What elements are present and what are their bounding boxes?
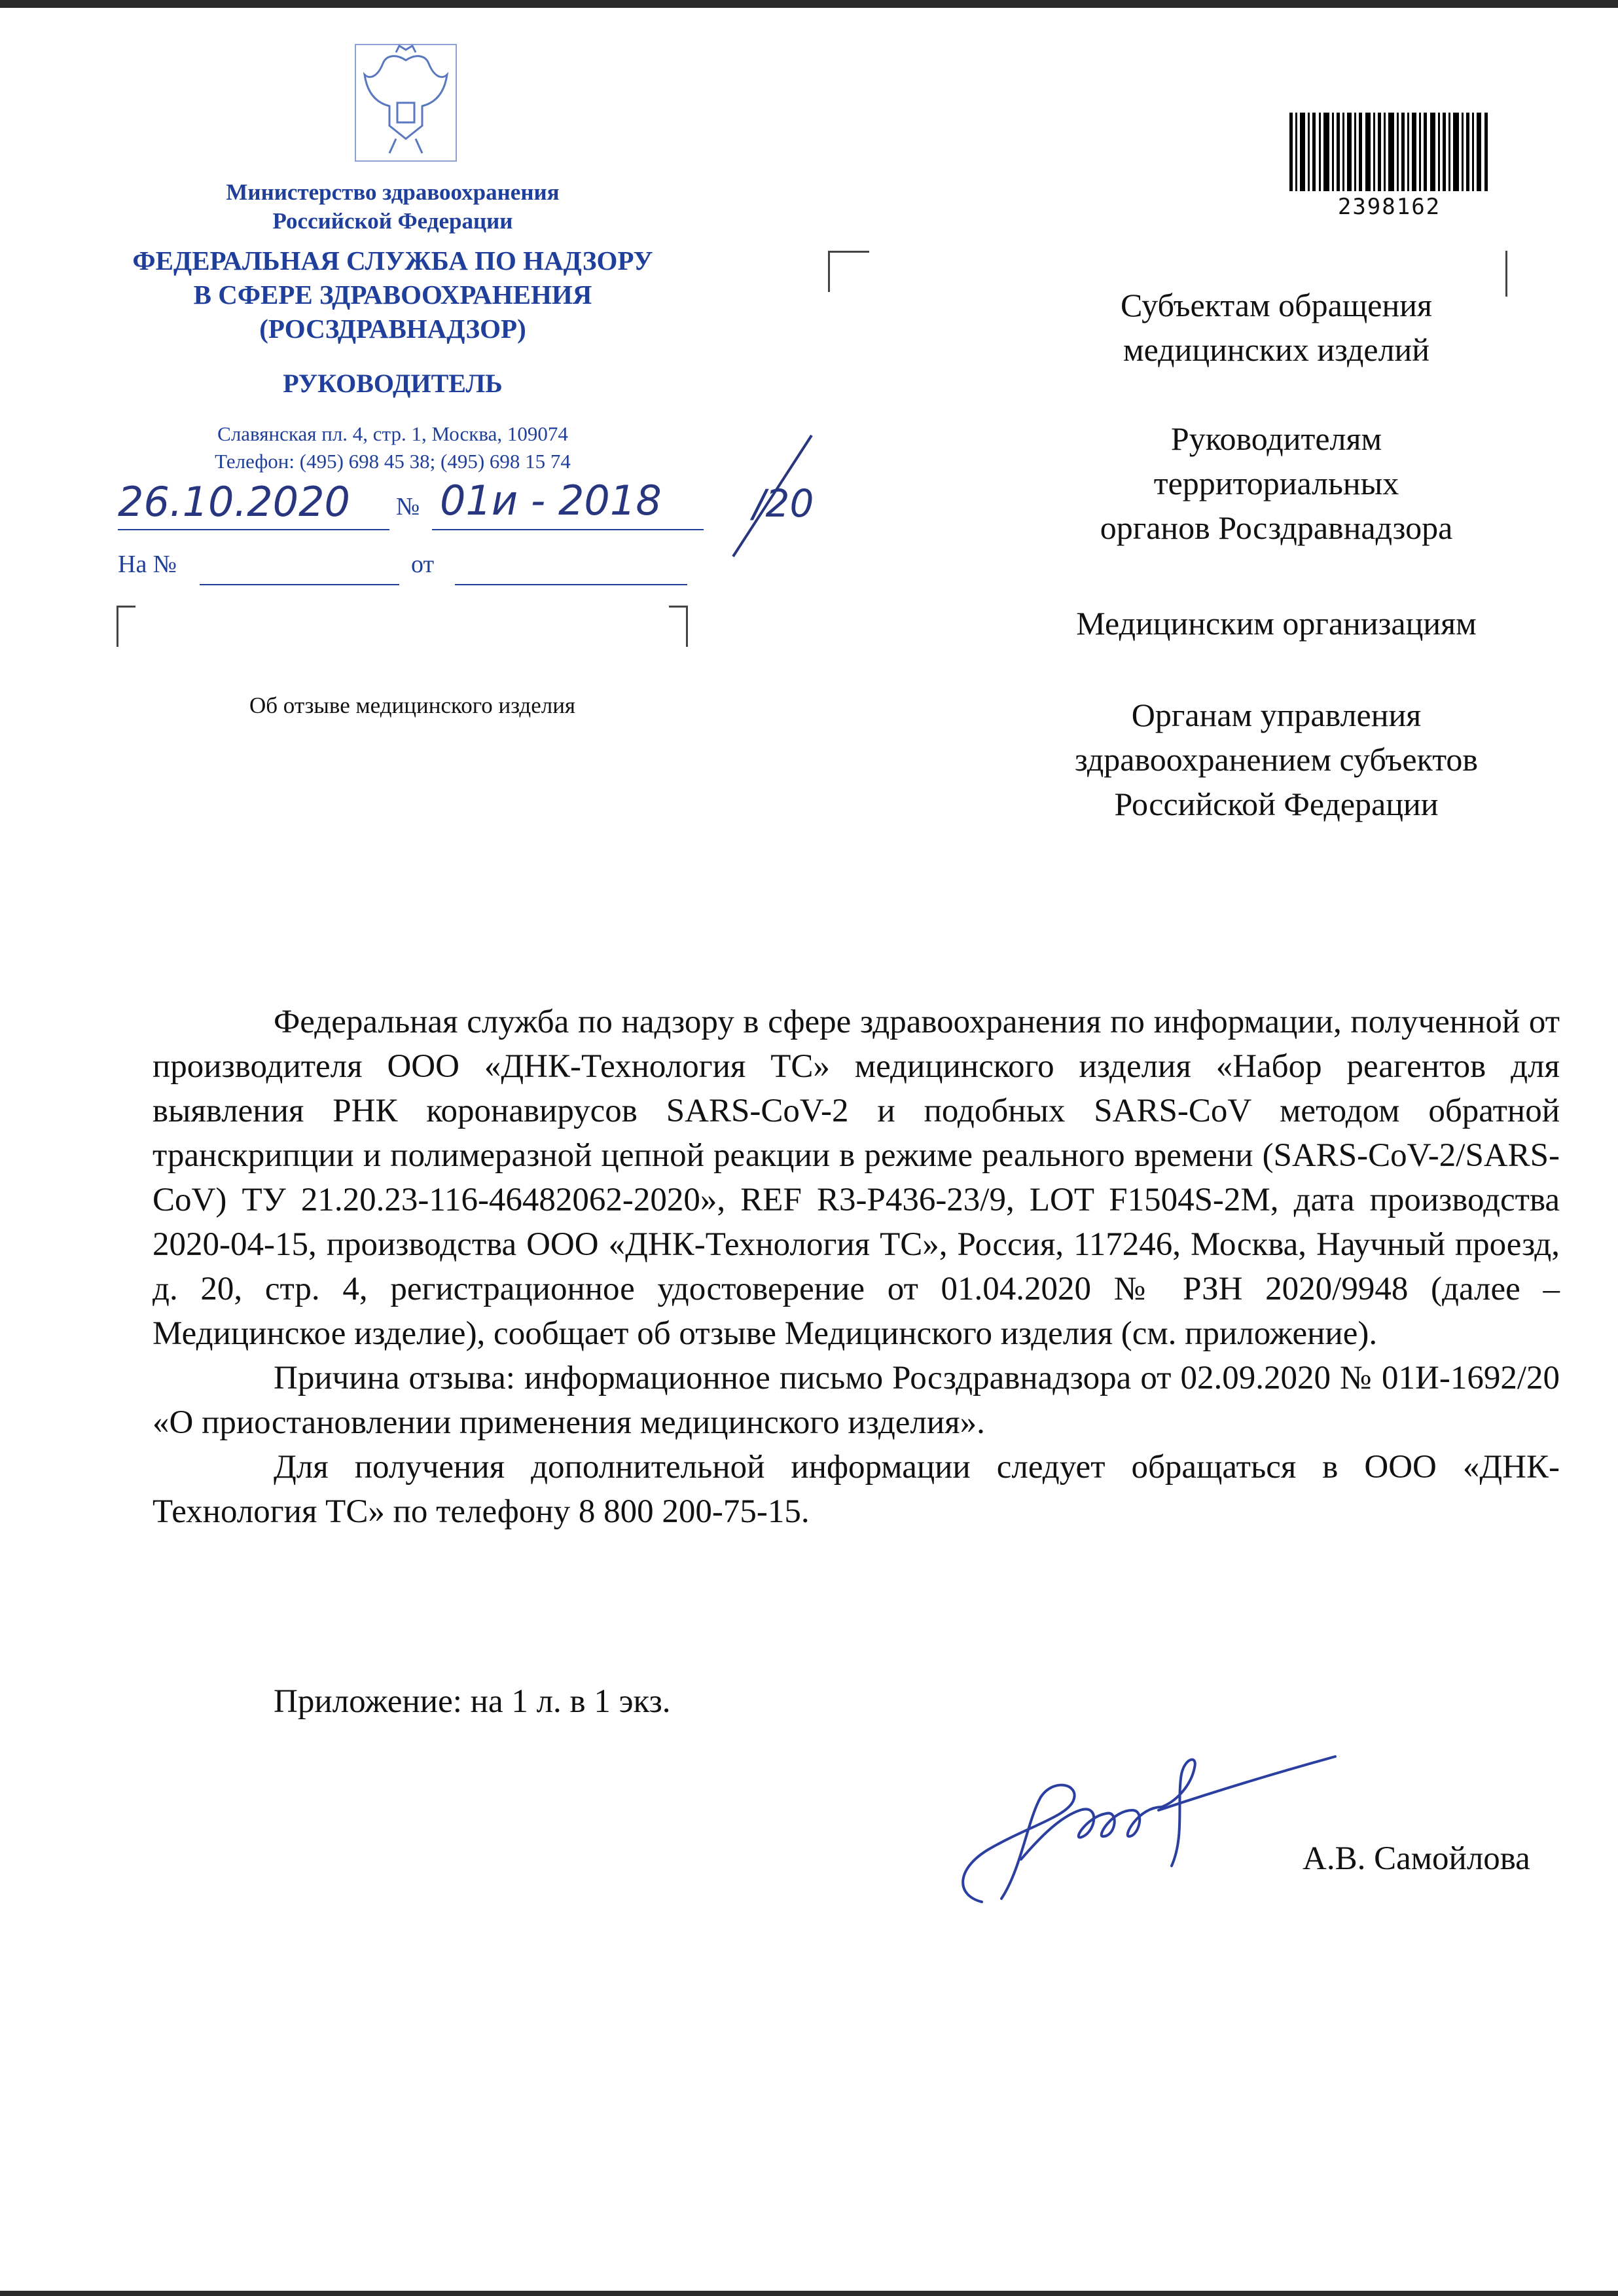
addressee-line: Субъектам обращения [1121,287,1432,323]
handwritten-signature [943,1738,1348,1922]
body-paragraph-1: Федеральная служба по надзору в сфере здравоохранения по информации, полученной от производителя ООО «ДНК-Технология ТС» медицинского изделия «Набор реагентов для выявления РНК коронавирусов SARS-CoV-2 и подобных SARS-CoV методом обратной транскрипции и полимеразной цепной реакции в режиме реального времени (SARS-CoV-2/SARS-CoV) ТУ 21.20.23-116-46482062-2020», REF R3-P436-23/9, LOT F1504S-2M, дата производства 2020-04-15, производства ООО «ДНК-Технология ТС», Россия, 117246, Москва, Научный проезд, д. 20, стр. 4, регистрационное удостоверение от 01.04.2020 № РЗН 2020/9948 (далее – Медицинское изделие), сообщает об отзыве Медицинского изделия (см. приложение). [153,1004,1560,1352]
service-line-1: ФЕДЕРАЛЬНАЯ СЛУЖБА ПО НАДЗОРУ [132,246,653,276]
bracket-right [669,606,688,647]
addressee-line: территориальных [1153,465,1399,501]
phone-line: Телефон: (495) 698 45 38; (495) 698 15 74 [215,450,571,473]
outgoing-number-suffix: /20 [753,481,814,526]
from-label: от [411,551,435,578]
letter-subject: Об отзыве медицинского изделия [249,693,576,718]
addressee-line: Медицинским организациям [1076,605,1477,642]
barcode-number: 2398162 [1337,194,1441,220]
addressee-line: здравоохранением субъектов [1074,741,1479,778]
addressee-line: медицинских изделий [1123,331,1430,368]
ministry-name [98,178,687,236]
ministry-line-2: Российской Федерации [272,208,513,234]
addressee-line: Органам управления [1131,697,1422,733]
addressee-4 [916,693,1618,826]
ministry-line-1: Министерство здравоохранения [226,179,560,205]
coat-of-arms-emblem [350,41,461,165]
in-reply-date-line [455,584,687,585]
date-underline [118,529,389,530]
address-line: Славянская пл. 4, стр. 1, Москва, 109074 [217,422,568,445]
addressee-1 [916,283,1618,372]
number-sign: № [396,493,420,520]
sender-address [98,420,687,475]
bracket-left [117,606,135,647]
outgoing-number: 01и - 2018 [440,477,662,524]
scan-edge-bottom [0,2291,1618,2296]
head-title: РУКОВОДИТЕЛЬ [283,369,503,398]
number-underline [432,529,704,530]
body-paragraph-2: Причина отзыва: информационное письмо Росздравнадзора от 02.09.2020 № 01И-1692/20 «О приостановлении применения медицинского изделия». [153,1360,1560,1441]
addressee-2 [916,416,1618,550]
in-reply-number-line [200,584,399,585]
attachment-note: Приложение: на 1 л. в 1 экз. [274,1683,671,1720]
addressee-3 [916,601,1618,646]
barcode [1289,113,1489,191]
addressee-line: органов Росздравнадзора [1100,509,1453,546]
signer-name: А.В. Самойлова [1303,1840,1530,1877]
body-paragraph-3: Для получения дополнительной информации следует обращаться в ООО «ДНК-Технология ТС» по телефону 8 800 200-75-15. [153,1449,1560,1530]
bracket-addressee-left [828,251,869,292]
scan-edge-top [0,0,1618,8]
outgoing-date: 26.10.2020 [118,478,350,526]
in-reply-label: На № [118,551,177,578]
service-line-3: (РОСЗДРАВНАДЗОР) [259,314,526,344]
service-line-2: В СФЕРЕ ЗДРАВООХРАНЕНИЯ [193,280,592,310]
addressee-line: Российской Федерации [1114,786,1439,822]
service-name [98,244,687,346]
letter-body [153,1000,1560,1534]
addressee-line: Руководителям [1170,420,1382,457]
